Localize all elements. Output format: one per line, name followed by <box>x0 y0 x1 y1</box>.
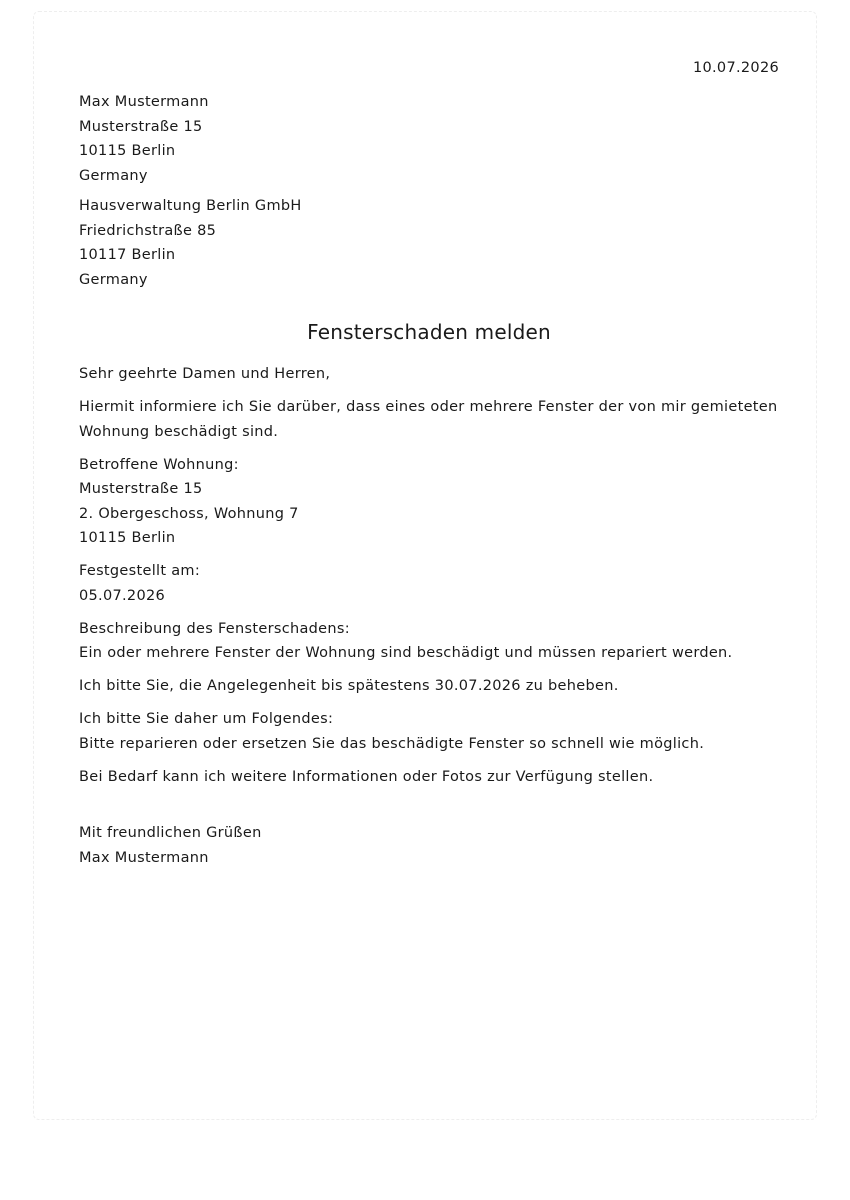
recipient-name: Hausverwaltung Berlin GmbH <box>79 198 302 214</box>
apartment-street: Musterstraße 15 <box>79 481 203 497</box>
recipient-city: 10117 Berlin <box>79 247 176 263</box>
sender-country: Germany <box>79 167 148 184</box>
offer-text: Bei Bedarf kann ich weitere Informationen oder Fotos zur Verfügung stellen. <box>79 768 654 785</box>
apartment-city: 10115 Berlin <box>79 530 176 546</box>
sender-street: Musterstraße 15 <box>79 118 203 135</box>
intro-paragraph <box>79 395 779 444</box>
closing-block <box>79 821 779 870</box>
signature-name: Max Mustermann <box>79 849 209 866</box>
detected-block <box>79 559 779 608</box>
description-block <box>79 617 779 666</box>
apartment-block <box>79 453 779 551</box>
apartment-floor: 2. Obergeschoss, Wohnung 7 <box>79 505 299 522</box>
description-text: Ein oder mehrere Fenster der Wohnung sind beschädigt und müssen repariert werden. <box>79 645 733 661</box>
sender-name: Max Mustermann <box>79 94 209 110</box>
apartment-label: Betroffene Wohnung: <box>79 456 239 473</box>
recipient-country: Germany <box>79 271 148 288</box>
letter-page <box>33 11 817 1120</box>
letter-content <box>79 57 779 870</box>
recipient-street: Friedrichstraße 85 <box>79 222 217 239</box>
request-block <box>79 707 779 756</box>
closing-greeting: Mit freundlichen Grüßen <box>79 825 262 841</box>
salutation <box>79 362 779 387</box>
letter-subject: Fensterschaden melden <box>307 320 551 344</box>
sender-city: 10115 Berlin <box>79 143 176 159</box>
recipient-address <box>79 194 779 292</box>
request-text: Bitte reparieren oder ersetzen Sie das beschädigte Fenster so schnell wie möglich. <box>79 735 705 752</box>
intro-text: Hiermit informiere ich Sie darüber, dass eines oder mehrere Fenster der von mir gemieteten Wohnung beschädigt sind. <box>79 399 778 440</box>
deadline-text: Ich bitte Sie, die Angelegenheit bis spätestens 30.07.2026 zu beheben. <box>79 678 619 694</box>
deadline-paragraph <box>79 674 779 699</box>
offer-paragraph <box>79 765 779 790</box>
detected-date: 05.07.2026 <box>79 587 166 604</box>
sender-address <box>79 90 779 188</box>
description-label: Beschreibung des Fensterschadens: <box>79 620 350 637</box>
letter-date: 10.07.2026 <box>692 60 779 76</box>
request-label: Ich bitte Sie daher um Folgendes: <box>79 711 334 727</box>
detected-label: Festgestellt am: <box>79 563 201 579</box>
salutation-text: Sehr geehrte Damen und Herren, <box>79 366 331 382</box>
